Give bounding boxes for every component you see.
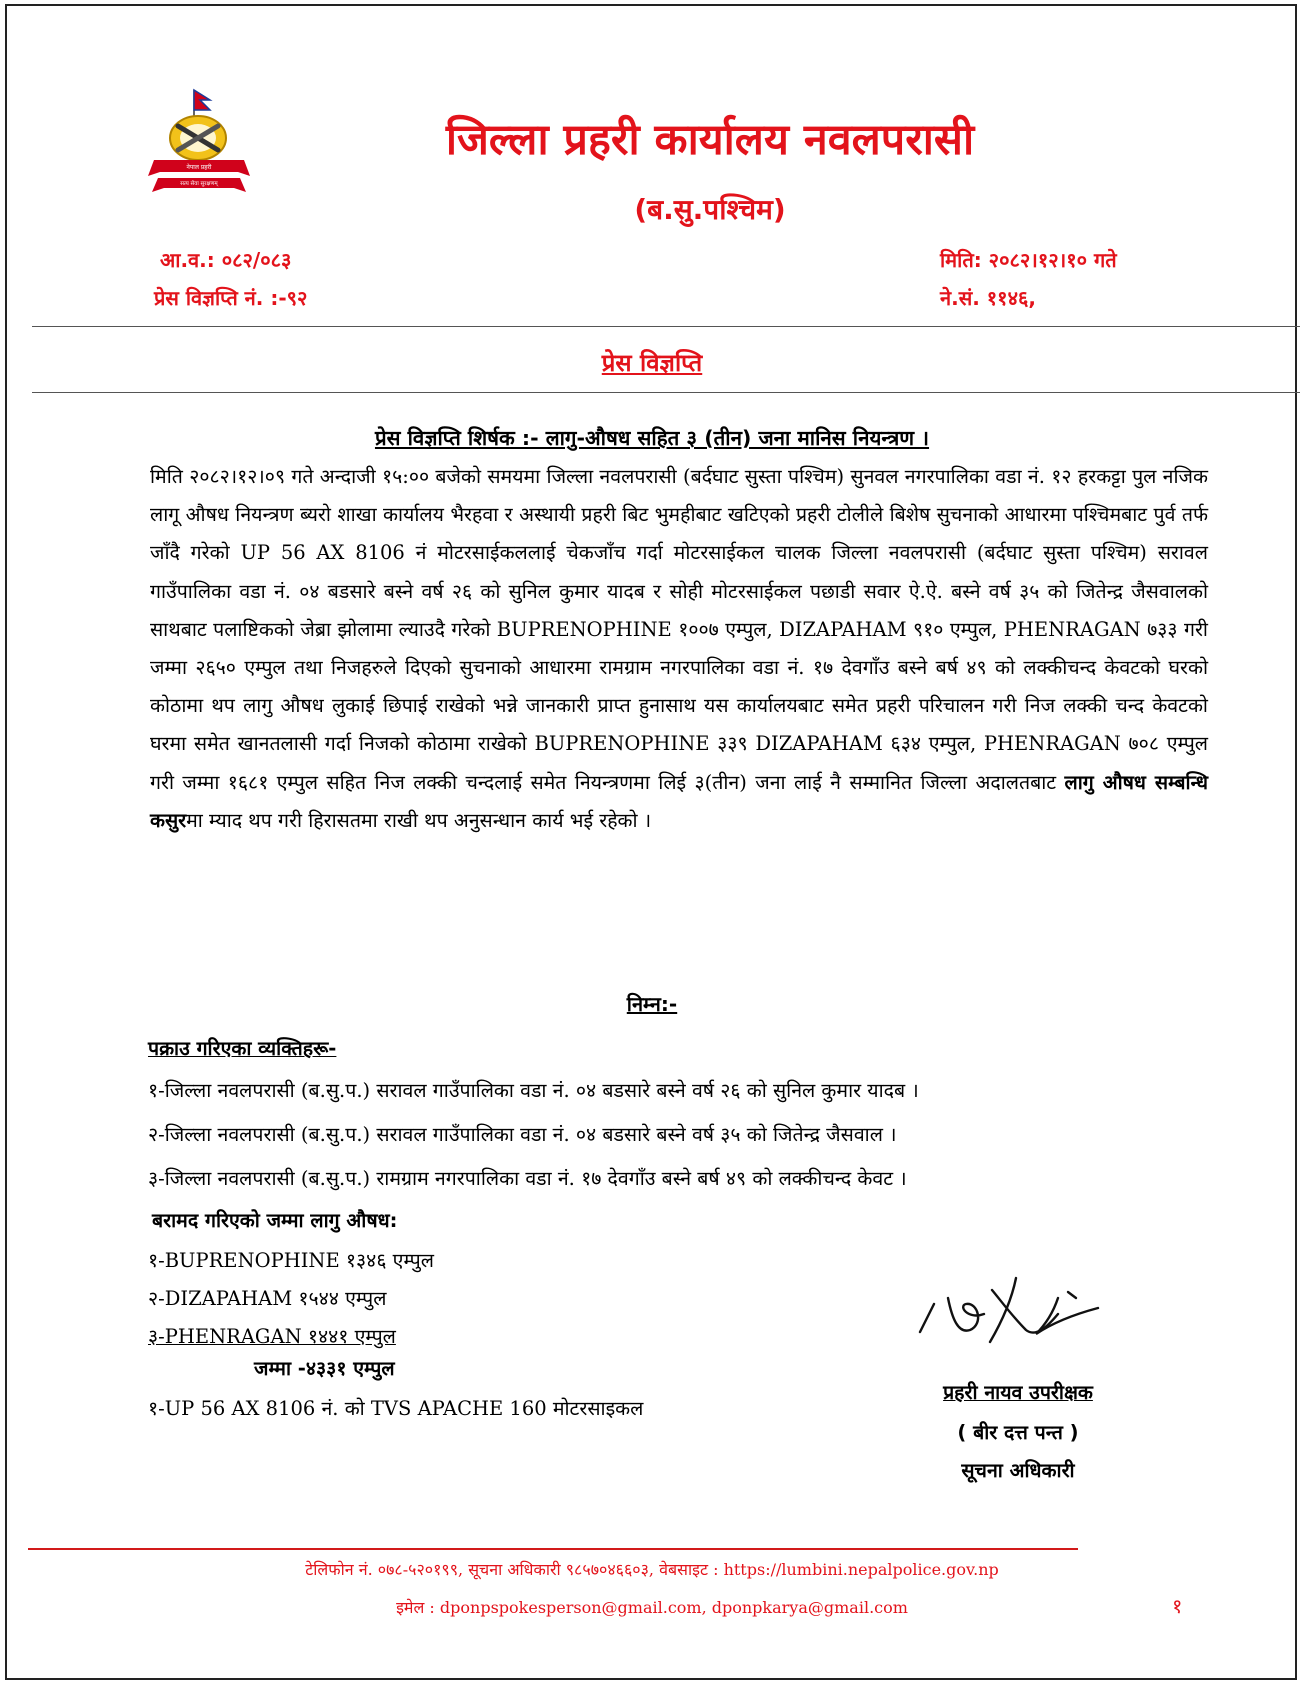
signatory-role: सूचना अधिकारी (961, 1459, 1075, 1482)
seized-total: जम्मा -४३३१ एम्पुल (254, 1357, 395, 1380)
document-title (0, 346, 1304, 379)
nepal-samvat: ने.सं. ११४६, (940, 286, 1036, 310)
press-release-number: प्रेस विज्ञप्ति नं. :-९२ (154, 286, 308, 310)
seized-heading: बरामद गरिएको जम्मा लागु औषध: (152, 1209, 398, 1232)
signature (908, 1268, 1108, 1354)
page-number: १ (1172, 1594, 1183, 1618)
title-divider (32, 392, 1300, 393)
following-heading (0, 990, 1304, 1017)
office-subtitle: (ब.सु.पश्चिम) (634, 193, 786, 226)
emblem-text: नेपाल प्रहरी (186, 164, 212, 171)
body-paragraph (150, 458, 1208, 840)
seized-item: २-DIZAPAHAM १५४४ एम्पुल (148, 1287, 387, 1310)
seized-item: १-BUPRENOPHINE १३४६ एम्पुल (148, 1249, 434, 1272)
subject-text: प्रेस विज्ञप्ति शिर्षक :- लागु-औषध सहित ३ (तीन) जना मानिस नियन्त्रण । (374, 426, 930, 450)
footer-email: इमेल : dponpspokesperson@gmail.com, dponpkarya@gmail.com (396, 1598, 908, 1617)
arrested-item: २-जिल्ला नवलपरासी (ब.सु.प.) सरावल गाउँपालिका वडा नं. ०४ बडसारे बस्ने वर्ष ३५ को जितेन्द्र जैसवाल । (148, 1123, 897, 1146)
document-title-text: प्रेस विज्ञप्ति (601, 349, 703, 377)
signatory-designation-text: प्रहरी नायव उपरीक्षक (943, 1381, 1093, 1404)
nepal-police-emblem (140, 88, 258, 200)
seized-item: ३-PHENRAGAN १४४१ एम्पुल (148, 1325, 396, 1348)
arrested-item: १-जिल्ला नवलपरासी (ब.सु.प.) सरावल गाउँपालिका वडा नं. ०४ बडसारे बस्ने वर्ष २६ को सुनिल कुमार यादब । (148, 1079, 919, 1102)
footer-divider (28, 1548, 1078, 1550)
signatory-designation (918, 1378, 1118, 1405)
seized-vehicle: १-UP 56 AX 8106 नं. को TVS APACHE 160 मोटरसाइकल (148, 1397, 644, 1420)
footer-contact: टेलिफोन नं. ०७८-५२०१९९, सूचना अधिकारी ९८५७०४६६०३, वेबसाइट : https://lumbini.nepalpolice.gov.np (305, 1560, 999, 1579)
fiscal-year: आ.व.: ०८२/०८३ (160, 248, 292, 272)
office-title: जिल्ला प्रहरी कार्यालय नवलपरासी (445, 115, 975, 165)
body-text-part1: मिति २०८२।१२।०९ गते अन्दाजी १५:०० बजेको समयमा जिल्ला नवलपरासी (बर्दघाट सुस्ता पश्चिम) सुनवल नगरपालिका वडा नं. १२ हरकट्टा पुल नजिक लागू औषध नियन्त्रण ब्यरो शाखा कार्यालय भैरहवा र अस्थायी प्रहरी बिट भुमहीबाट खटिएको प्रहरी टोलीले बिशेष सुचनाको आधारमा पश्चिमबाट पुर्व तर्फ जाँदै गरेको UP 56 AX 8106 नं मोटरसाईकललाई चेकजाँच गर्दा मोटरसाईकल चालक जिल्ला नवलपरासी (बर्दघाट सुस्ता पश्चिम) सरावल गाउँपालिका वडा नं. ०४ बडसारे बस्ने वर्ष २६ को सुनिल कुमार यादब र सोही मोटरसाईकल पछाडी सवार ऐ.ऐ. बस्ने वर्ष ३५ को जितेन्द्र जैसवालको साथबाट पलाष्टिकको जेब्रा झोलामा ल्याउदै गरेको BUPRENOPHINE १००७ एम्पुल, DIZAPAHAM ९१० एम्पुल, PHENRAGAN ७३३ गरी जम्मा २६५० एम्पुल तथा निजहरुले दिएको सुचनाको आधारमा रामग्राम नगरपालिका वडा नं. १७ देवगाँउ बस्ने बर्ष ४९ को लक्कीचन्द केवटको घरको कोठामा थप लागु औषध लुकाई छिपाई राखेको भन्ने जानकारी प्राप्त हुनासाथ यस कार्यालयबाट समेत प्रहरी परिचालन गरी निज लक्की चन्द केवटको घरमा समेत खानतलासी गर्दा निजको कोठामा राखेको BUPRENOPHINE ३३९ DIZAPAHAM ६३४ एम्पुल, PHENRAGAN ७०८ एम्पुल गरी जम्मा १६८१ एम्पुल सहित निज लक्की चन्दलाई समेत नियन्त्रणमा लिई ३(तीन) जना लाई नै सम्मानित जिल्ला अदालतबाट (150, 465, 1208, 794)
body-bold-phrase: लागु औषध सम्बन्धि कसुर (150, 770, 1208, 832)
subject-line (0, 424, 1304, 452)
body-text-part2: मा म्याद थप गरी हिरासतमा राखी थप अनुसन्धान कार्य भई रहेको । (186, 808, 652, 832)
date: मिति: २०८२।१२।१० गते (940, 248, 1117, 272)
arrested-heading: पक्राउ गरिएका व्यक्तिहरू- (148, 1037, 337, 1060)
header-divider (32, 326, 1300, 327)
signatory-name: ( बीर दत्त पन्त ) (957, 1421, 1079, 1444)
following-heading-text: निम्न:- (626, 992, 678, 1016)
emblem-motto: सत्य सेवा सुरक्षणम् (180, 181, 218, 187)
arrested-item: ३-जिल्ला नवलपरासी (ब.सु.प.) रामग्राम नगरपालिका वडा नं. १७ देवगाँउ बस्ने बर्ष ४९ को लक्कीचन्द केवट । (148, 1167, 907, 1190)
